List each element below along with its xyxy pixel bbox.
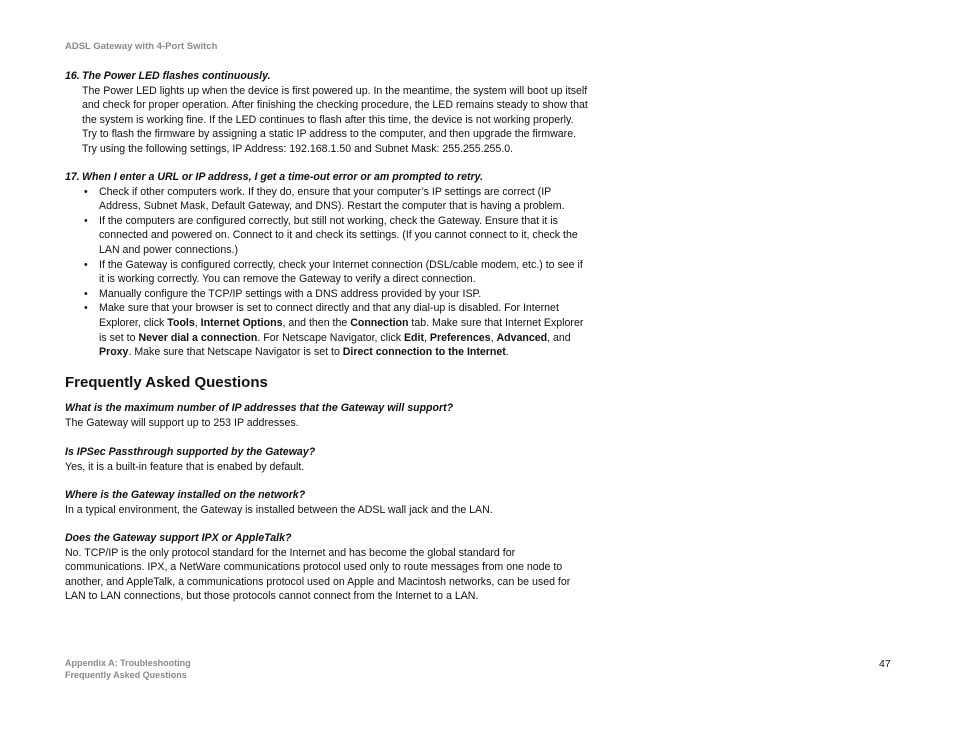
page-footer xyxy=(65,657,191,681)
list-item: • Manually configure the TCP/IP settings with a DNS address provided by your ISP. xyxy=(99,287,590,302)
item-17-title xyxy=(65,170,590,185)
bold-internet-options: Internet Options xyxy=(200,316,283,329)
bold-preferences: Preferences xyxy=(429,331,491,344)
faq-heading: Frequently Asked Questions xyxy=(65,374,268,391)
bold-proxy: Proxy xyxy=(99,346,129,359)
bold-tools: Tools xyxy=(167,316,195,329)
bold-edit: Edit xyxy=(403,331,424,344)
footer-section: Appendix A: Troubleshooting xyxy=(65,658,191,668)
faq-item xyxy=(65,445,590,474)
bullet5-text: . xyxy=(505,346,509,359)
bullet5-text: , xyxy=(424,331,430,344)
item-16-number: 16. xyxy=(65,70,80,82)
item-17-title-text: When I enter a URL or IP address, I get a time-out error or am prompted to retry. xyxy=(82,171,484,183)
bold-advanced: Advanced xyxy=(496,331,548,344)
troubleshooting-item-17 xyxy=(65,170,590,360)
item-16-body: The Power LED lights up when the device is first powered up. In the meantime, the system will boot up itself and check for proper operation. After finishing the checking procedure, the LED remains steady to show that the system is working fine. If the LED continues to flash after this time, the device is not working properly. Try to flash the firmware by assigning a static IP address to the computer, and then upgrade the firmware. Try using the following settings, IP Address: 192.168.1.50 and Subnet Mask: 255.255.255.0. xyxy=(82,84,588,155)
list-item xyxy=(99,301,590,359)
page-number: 47 xyxy=(879,658,891,670)
faq-item xyxy=(65,531,590,604)
item-16-title-text: The Power LED flashes continuously. xyxy=(82,70,271,82)
bullet5-text: , xyxy=(194,316,201,329)
faq-answer: The Gateway will support up to 253 IP addresses. xyxy=(65,416,299,429)
faq-answer: Yes, it is a built-in feature that is enabed by default. xyxy=(65,460,305,473)
bullet5-text: , and then the xyxy=(282,316,351,329)
bold-direct-connection: Direct connection to the Internet xyxy=(342,346,506,359)
bullet5-text: tab. Make sure that Internet Explorer is set to xyxy=(99,316,584,344)
bullet5-text: . Make sure that Netscape Navigator is set to xyxy=(128,346,343,359)
faq-question: Where is the Gateway installed on the network? xyxy=(65,489,306,501)
item-17-bullet-list xyxy=(65,185,590,360)
item-16-title xyxy=(65,69,590,84)
faq-question: Does the Gateway support IPX or AppleTalk? xyxy=(65,532,292,544)
bullet5-text: , and xyxy=(547,331,571,344)
list-item: • If the computers are configured correctly, but still not working, check the Gateway. Ensure that it is connected and powered on. Connect to it and check its settings. (If you cannot connect to it, check the LAN and power connections.) xyxy=(99,214,590,258)
faq-answer: In a typical environment, the Gateway is installed between the ADSL wall jack and the LAN. xyxy=(65,503,493,516)
bullet5-text: . For Netscape Navigator, click xyxy=(257,331,404,344)
troubleshooting-item-16 xyxy=(65,69,590,157)
running-header: ADSL Gateway with 4-Port Switch xyxy=(65,41,218,52)
bullet5-text: , xyxy=(490,331,497,344)
faq-question: Is IPSec Passthrough supported by the Gateway? xyxy=(65,446,316,458)
item-17-number: 17. xyxy=(65,171,80,183)
faq-item xyxy=(65,488,590,517)
faq-answer: No. TCP/IP is the only protocol standard for the Internet and has become the global standard for communications. IPX, a NetWare communications protocol used only to route messages from one node to another, and AppleTalk, a communications protocol used on Apple and Macintosh networks, can be used for LAN to LAN connections, but those protocols cannot connect from the Internet to a LAN. xyxy=(65,546,571,603)
faq-question: What is the maximum number of IP addresses that the Gateway will support? xyxy=(65,402,454,414)
footer-subsection: Frequently Asked Questions xyxy=(65,670,187,680)
bold-connection: Connection xyxy=(350,316,409,329)
bullet5-text: Make sure that your browser is set to connect directly and that any dial-up is disabled. For Internet Explorer, click xyxy=(99,302,559,329)
bold-never-dial: Never dial a connection xyxy=(138,331,258,344)
list-item: • Check if other computers work. If they do, ensure that your computer’s IP settings are correct (IP Address, Subnet Mask, Default Gateway, and DNS). Restart the computer that is having a problem. xyxy=(99,185,590,214)
faq-item xyxy=(65,401,590,430)
list-item: • If the Gateway is configured correctly, check your Internet connection (DSL/cable modem, etc.) to see if it is working correctly. You can remove the Gateway to verify a direct connection. xyxy=(99,258,590,287)
